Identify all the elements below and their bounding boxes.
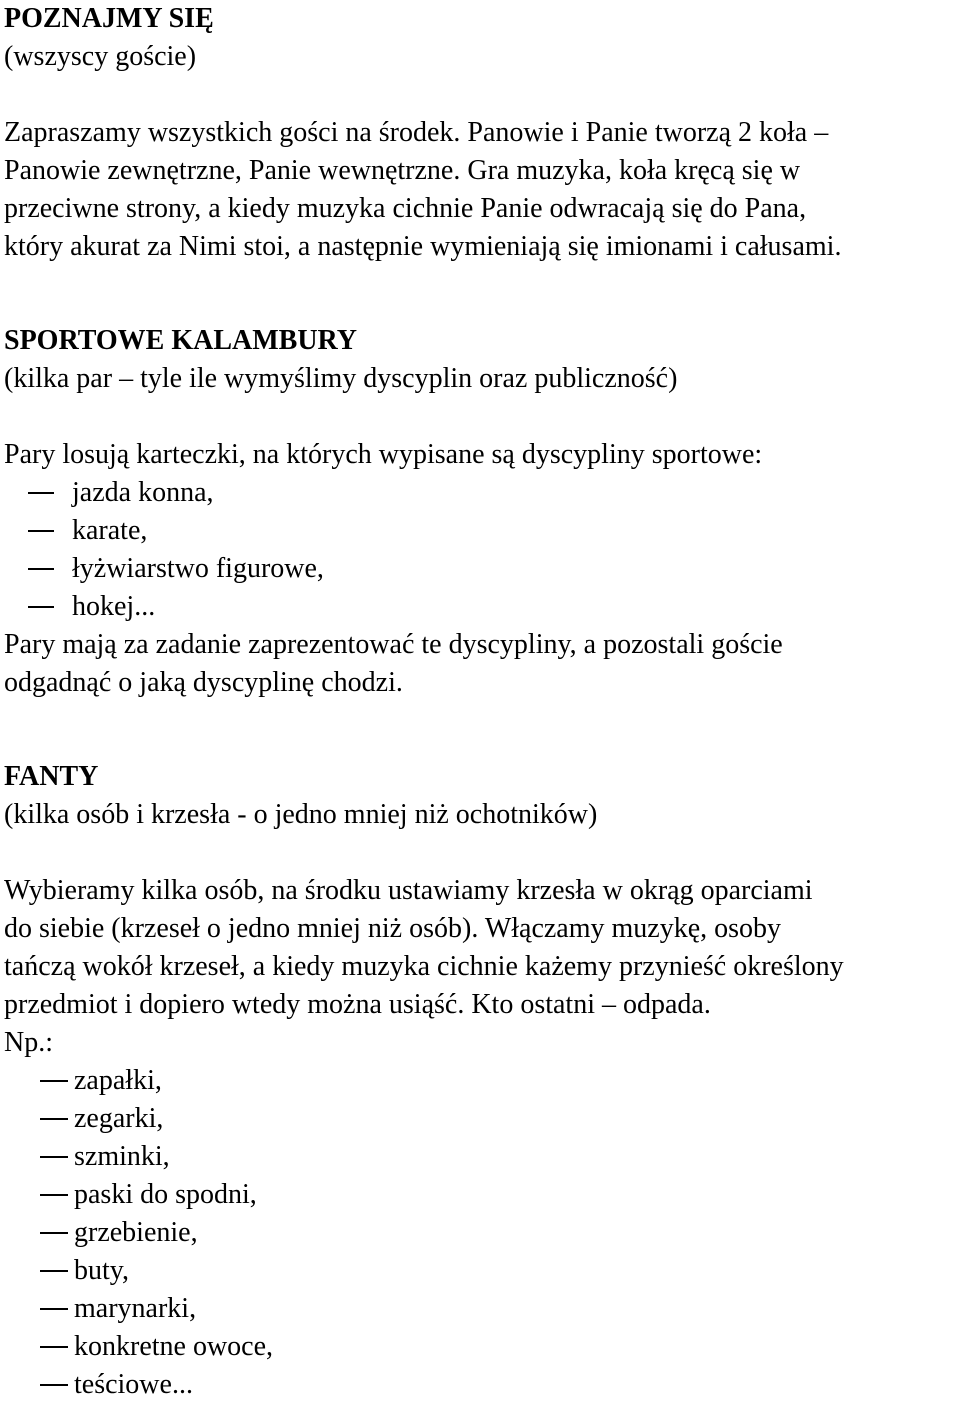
- dash-bullet-icon: [40, 1118, 68, 1120]
- body-line: Pary losują karteczki, na których wypisane są dyscypliny sportowe:: [4, 439, 763, 470]
- list-item: [4, 1290, 954, 1328]
- list-item-text: łyżwiarstwo figurowe,: [72, 553, 324, 584]
- example-label: Np.:: [4, 1027, 53, 1058]
- section-subtitle: (wszyscy goście): [4, 41, 197, 72]
- dash-bullet-icon: [28, 606, 54, 608]
- body-line: przedmiot i dopiero wtedy można usiąść. Kto ostatni – odpada.: [4, 989, 711, 1020]
- body-line: tańczą wokół krzeseł, a kiedy muzyka cichnie każemy przynieść określony: [4, 951, 844, 982]
- section-title: POZNAJMY SIĘ: [4, 3, 214, 34]
- section-title: SPORTOWE KALAMBURY: [4, 325, 357, 356]
- list-item: [4, 512, 954, 550]
- list-item: [4, 588, 954, 626]
- dash-bullet-icon: [40, 1156, 68, 1158]
- document-page: [4, 0, 954, 1404]
- body-line: Wybieramy kilka osób, na środku ustawiamy krzesła w okrąg oparciami: [4, 875, 813, 906]
- dash-bullet-icon: [28, 568, 54, 570]
- dash-bullet-icon: [40, 1308, 68, 1310]
- dash-bullet-icon: [40, 1080, 68, 1082]
- list-item-text: karate,: [72, 515, 148, 546]
- dash-bullet-icon: [40, 1346, 68, 1348]
- list-item-text: jazda konna,: [72, 477, 214, 508]
- list-item: [4, 474, 954, 512]
- spacer: [4, 266, 954, 322]
- list-item: [4, 1366, 954, 1404]
- dash-bullet-icon: [40, 1232, 68, 1234]
- section-title: FANTY: [4, 761, 99, 792]
- list-item: [4, 1138, 954, 1176]
- list-item: [4, 1328, 954, 1366]
- dash-bullet-icon: [28, 530, 54, 532]
- body-line: który akurat za Nimi stoi, a następnie wymieniają się imionami i całusami.: [4, 231, 842, 262]
- list-item-text: szminki,: [74, 1141, 170, 1172]
- list-item-text: zapałki,: [74, 1065, 162, 1096]
- list-item-text: hokej...: [72, 591, 156, 622]
- list-item-text: grzebienie,: [74, 1217, 198, 1248]
- list-item: [4, 1252, 954, 1290]
- section-subtitle: (kilka osób i krzesła - o jedno mniej niż ochotników): [4, 799, 598, 830]
- list-item-text: marynarki,: [74, 1293, 197, 1324]
- body-line: do siebie (krzeseł o jedno mniej niż osób). Włączamy muzykę, osoby: [4, 913, 782, 944]
- dash-bullet-icon: [28, 492, 54, 494]
- discipline-list: [4, 474, 954, 626]
- body-line: przeciwne strony, a kiedy muzyka cichnie Panie odwracają się do Pana,: [4, 193, 807, 224]
- list-item-text: zegarki,: [74, 1103, 164, 1134]
- list-item: [4, 550, 954, 588]
- body-line: Panowie zewnętrzne, Panie wewnętrzne. Gra muzyka, koła kręcą się w: [4, 155, 801, 186]
- list-item-text: paski do spodni,: [74, 1179, 257, 1210]
- dash-bullet-icon: [40, 1384, 68, 1386]
- section-sportowe-kalambury: [4, 322, 954, 702]
- section-subtitle: (kilka par – tyle ile wymyślimy dyscyplin oraz publiczność): [4, 363, 678, 394]
- item-list: [4, 1062, 954, 1404]
- list-item: [4, 1176, 954, 1214]
- list-item: [4, 1062, 954, 1100]
- body-line: odgadnąć o jaką dyscyplinę chodzi.: [4, 667, 403, 698]
- spacer: [4, 702, 954, 758]
- list-item-text: konkretne owoce,: [74, 1331, 274, 1362]
- section-fanty: [4, 758, 954, 1404]
- body-line: Zapraszamy wszystkich gości na środek. Panowie i Panie tworzą 2 koła –: [4, 117, 829, 148]
- list-item: [4, 1214, 954, 1252]
- section-poznajmy-sie: [4, 0, 954, 266]
- list-item: [4, 1100, 954, 1138]
- list-item-text: buty,: [74, 1255, 129, 1286]
- list-item-text: teściowe...: [74, 1369, 193, 1400]
- dash-bullet-icon: [40, 1194, 68, 1196]
- spacer: [4, 834, 954, 872]
- spacer: [4, 76, 954, 114]
- dash-bullet-icon: [40, 1270, 68, 1272]
- body-line: Pary mają za zadanie zaprezentować te dyscypliny, a pozostali goście: [4, 629, 783, 660]
- spacer: [4, 398, 954, 436]
